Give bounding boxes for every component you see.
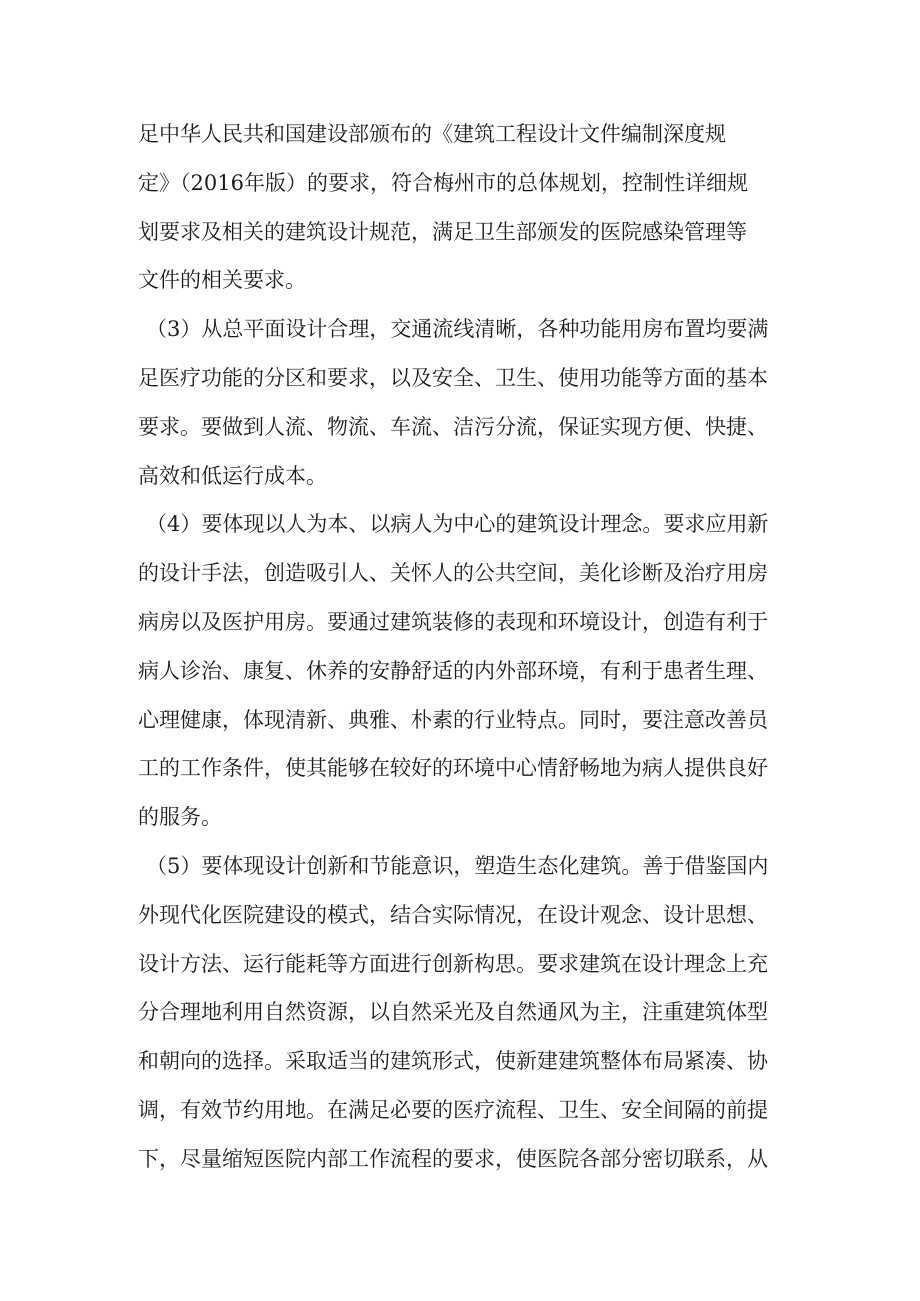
text-line: 的设计手法，创造吸引人、关怀人的公共空间，美化诊断及治疗用房	[138, 561, 768, 586]
text-line: 要求。要做到人流、物流、车流、洁污分流，保证实现方便、快捷、	[138, 414, 768, 439]
text-line: 下，尽量缩短医院内部工作流程的要求，使医院各部分密切联系，从	[138, 1146, 768, 1171]
text-line: 和朝向的选择。采取适当的建筑形式，使新建建筑整体布局紧凑、协	[138, 1049, 768, 1074]
text-line: 划要求及相关的建筑设计规范，满足卫生部颁发的医院感染管理等	[138, 219, 747, 244]
text-line: 心理健康，体现清新、典雅、朴素的行业特点。同时，要注意改善员	[138, 707, 768, 732]
text-line: 病房以及医护用房。要通过建筑装修的表现和环境设计，创造有利于	[138, 609, 768, 634]
paragraph-4-start: （4）要体现以人为本、以病人为中心的建筑设计理念。要求应用新	[146, 512, 769, 537]
text-line: 足中华人民共和国建设部颁布的《建筑工程设计文件编制深度规	[138, 122, 726, 146]
text-line: 外现代化医院建设的模式，结合实际情况，在设计观念、设计思想、	[138, 902, 768, 927]
body-text	[138, 110, 798, 1184]
paragraph-5-start: （5）要体现设计创新和节能意识，塑造生态化建筑。善于借鉴国内	[146, 853, 769, 878]
text-line: 设计方法、运行能耗等方面进行创新构思。要求建筑在设计理念上充	[138, 951, 768, 976]
text-line: 定》（2016年版）的要求，符合梅州市的总体规划，控制性详细规	[138, 170, 748, 195]
text-line: 调，有效节约用地。在满足必要的医疗流程、卫生、安全间隔的前提	[138, 1097, 768, 1122]
text-line: 高效和低运行成本。	[138, 463, 327, 488]
text-line: 工的工作条件，使其能够在较好的环境中心情舒畅地为病人提供良好	[138, 756, 768, 781]
text-line: 分合理地利用自然资源，以自然采光及自然通风为主，注重建筑体型	[138, 1000, 768, 1025]
paragraph-3-start: （3）从总平面设计合理，交通流线清晰，各种功能用房布置均要满	[146, 317, 769, 342]
text-line: 足医疗功能的分区和要求，以及安全、卫生、使用功能等方面的基本	[138, 365, 768, 390]
text-line: 文件的相关要求。	[138, 268, 306, 293]
text-line: 病人诊治、康复、休养的安静舒适的内外部环境，有利于患者生理、	[138, 658, 768, 683]
text-line: 的服务。	[138, 805, 222, 830]
